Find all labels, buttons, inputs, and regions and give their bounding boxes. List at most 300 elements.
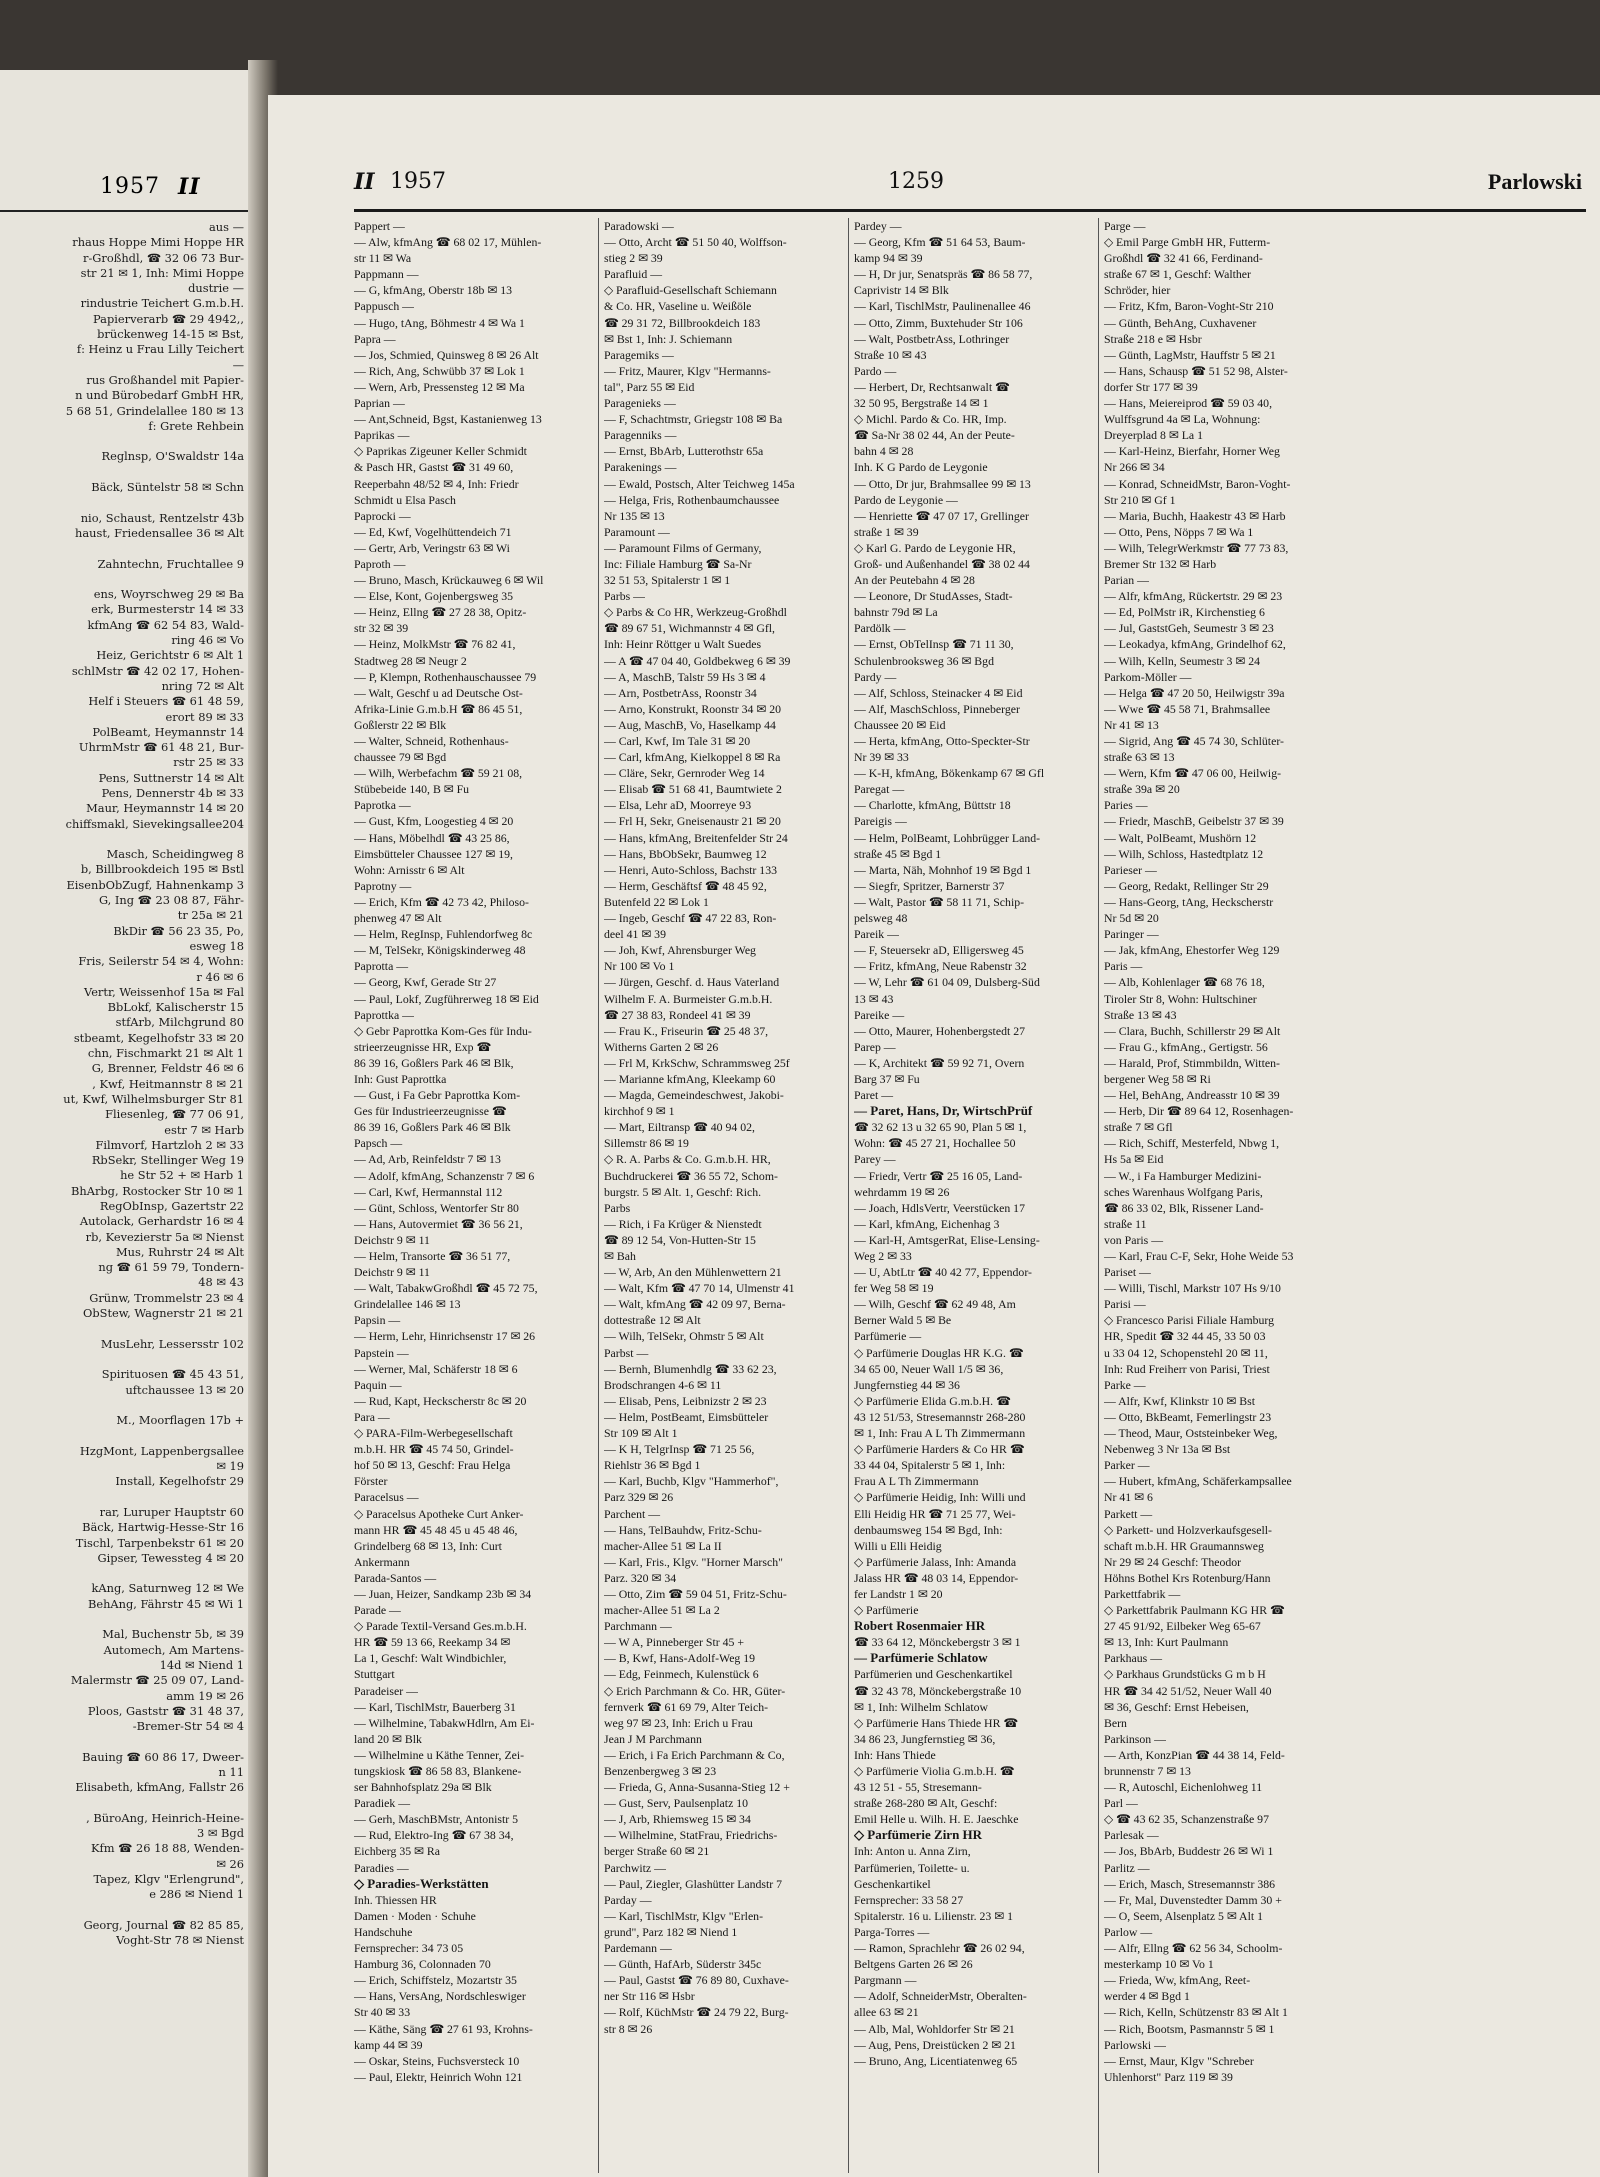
directory-entry-line: — Frieda, G, Anna-Susanna-Stieg 12 + [604,1780,790,1795]
facing-page-line [0,832,244,847]
directory-entry-line: str 11 ✉ Wa [354,251,412,266]
directory-entry-line: Paradies — [354,1860,409,1875]
directory-entry-line: — O, Seem, Alsenplatz 5 ✉ Alt 1 [1104,1908,1263,1923]
facing-page-line [0,1903,244,1918]
directory-entry-line: Pareike — [854,1007,905,1022]
directory-entry-line: Wulffsgrund 4a ✉ La, Wohnung: [1104,412,1261,427]
facing-page-line: ✉ 26 [216,1856,244,1871]
directory-entry-line: — Rich, Kelln, Schützenstr 83 ✉ Alt 1 [1104,2005,1288,2020]
directory-entry-line: Parkettfabrik — [1104,1586,1181,1601]
directory-entry-line: — Alfr, kfmAng, Rückertstr. 29 ✉ 23 [1104,589,1283,604]
directory-entry-line: ☎ 32 43 78, Mönckebergstraße 10 [854,1683,1022,1698]
directory-entry-line: Straße 218 e ✉ Hsbr [1104,331,1202,346]
directory-entry-line: — Rich, Bootsm, Pasmannstr 5 ✉ 1 [1104,2021,1275,2036]
directory-entry-line: 34 86 23, Jungfernstieg ✉ 36, [854,1731,996,1746]
facing-page-line [0,495,244,510]
directory-entry-line: Eimsbütteler Chaussee 127 ✉ 19, [354,846,513,861]
directory-entry-line: ◇ Parkhaus Grundstücks G m b H [1104,1667,1266,1682]
directory-entry-line: Fernsprecher: 33 58 27 [854,1892,964,1907]
directory-entry-line: — Friedr, MaschB, Geibelstr 37 ✉ 39 [1104,814,1284,829]
directory-entry-line: Paradiek — [354,1796,411,1811]
facing-page-line: ens, Woyrschweg 29 ✉ Ba [93,587,244,602]
directory-entry-line: fer Landstr 1 ✉ 20 [854,1586,943,1601]
directory-entry-line: ✉ Bah [604,1249,636,1263]
directory-entry-line: straße 45 ✉ Bgd 1 [854,846,942,861]
directory-entry-line: Paradowski — [604,219,674,233]
directory-entry-line: 43 12 51/53, Stresemannstr 268-280 [854,1409,1026,1424]
facing-page-line: nio, Schaust, Rentzelstr 43b [80,510,244,525]
directory-entry-line: Wilhelm F. A. Burmeister G.m.b.H. [604,991,773,1006]
directory-entry-line: Inh: Rud Freiherr von Parisi, Triest [1104,1361,1270,1376]
directory-entry-line: Parlow — [1104,1924,1153,1939]
directory-entry-line: Str 109 ✉ Alt 1 [604,1426,678,1441]
facing-page-line: nring 72 ✉ Alt [161,678,244,693]
directory-entry-line: — Helga ☎ 47 20 50, Heilwigstr 39a [1104,685,1285,700]
directory-entry-line: — Walt, kfmAng ☎ 42 09 97, Berna- [604,1297,786,1312]
directory-entry-line: Para — [354,1409,390,1424]
directory-entry-line: ☎ 27 38 83, Rondeel 41 ✉ 39 [604,1007,751,1022]
directory-entry-line: — Rolf, KüchMstr ☎ 24 79 22, Burg- [604,2005,789,2020]
facing-page-line: r 46 ✉ 6 [196,969,244,984]
directory-entry-line: 86 39 16, Goßlers Park 46 ✉ Blk [354,1120,511,1135]
column-divider [1098,218,1099,2173]
directory-entry-line: — Ernst, ObTelInsp ☎ 71 11 30, [854,637,1014,652]
facing-page-line: e 286 ✉ Niend 1 [149,1887,244,1902]
directory-entry-line: ◇ Parfümerie Zirn HR [854,1827,983,1843]
directory-entry-line: — Parfümerie Schlatow [854,1650,988,1666]
directory-entry-line: Parbs — [604,589,645,604]
facing-page-line: M., Moorflagen 17b + [116,1413,244,1428]
directory-entry-line: — Fritz, kfmAng, Neue Rabenstr 32 [854,959,1027,974]
directory-entry-line: chaussee 79 ✉ Bgd [354,750,447,765]
directory-entry-line: Fernsprecher: 34 73 05 [354,1941,464,1956]
directory-entry-line: Buchdruckerei ☎ 36 55 72, Schom- [604,1168,778,1183]
facing-page-line: Mal, Buchenstr 5b, ✉ 39 [102,1627,244,1642]
directory-entry-line: — Fritz, Maurer, Klgv "Hermanns- [604,363,771,378]
directory-entry-line: — Leokadya, kfmAng, Grindelhof 62, [1104,637,1286,652]
directory-entry-line: Schulenbrooksweg 36 ✉ Bgd [854,653,994,668]
facing-page-line: ✉ 19 [216,1459,244,1474]
directory-entry-line: — K H, TelgrInsp ☎ 71 25 56, [604,1442,755,1457]
directory-entry-line: Paprocki — [354,508,411,523]
facing-page-line: Tapez, Klgv "Erlengrund", [93,1872,244,1887]
directory-entry-line: Nr 135 ✉ 13 [604,508,665,523]
facing-page-line: rus Großhandel mit Papier- [86,372,244,387]
directory-entry-line: — Rich, Schiff, Mesterfeld, Nbwg 1, [1104,1136,1280,1151]
directory-entry-line: Deichstr 9 ✉ 11 [354,1232,430,1247]
directory-entry-line: ◇ Parkett- und Holzverkaufsgesell- [1104,1522,1272,1537]
directory-entry-line: Parkinson — [1104,1731,1166,1746]
directory-entry-line: ner Str 116 ✉ Hsbr [604,1989,695,2004]
directory-entry-line: — Käthe, Säng ☎ 27 61 93, Krohns- [354,2021,533,2036]
directory-entry-line: Benzenbergweg 3 ✉ 23 [604,1764,717,1778]
directory-entry-line: — Wilhelmine, TabakwHdlrn, Am Ei- [354,1715,535,1730]
directory-entry-line: — G, kfmAng, Oberstr 18b ✉ 13 [354,283,512,298]
directory-entry-line: — Georg, Redakt, Rellinger Str 29 [1104,878,1269,893]
facing-page-line: schlMstr ☎ 42 02 17, Hohen- [71,663,244,678]
facing-page-line: , BüroAng, Heinrich-Heine- [86,1810,244,1825]
directory-entry-line: — Henri, Auto-Schloss, Bachstr 133 [604,862,778,877]
facing-page-line [0,1796,244,1811]
directory-entry-line: Inc: Filiale Hamburg ☎ Sa-Nr [604,556,752,571]
directory-entry-line: ✉ 13, Inh: Kurt Paulmann [1104,1635,1229,1650]
facing-page-line: BehAng, Fährstr 45 ✉ Wi 1 [87,1596,244,1611]
directory-entry-line: Straße 13 ✉ 43 [1104,1007,1177,1022]
page-year: 1957 [390,169,446,194]
directory-entry-line: Eichberg 35 ✉ Ra [354,1844,440,1859]
directory-entry-line: — Wern, Arb, Pressensteg 12 ✉ Ma [354,379,525,394]
facing-page-line: Masch, Scheidingweg 8 [106,847,244,862]
facing-page-line: rar, Luruper Hauptstr 60 [99,1504,244,1519]
facing-page-line [0,572,244,587]
directory-entry-line: phenweg 47 ✉ Alt [354,911,442,926]
directory-entry-line: Willi u Elli Heidig [854,1538,942,1553]
facing-page-line: amm 19 ✉ 26 [166,1688,244,1703]
directory-entry-line: Str 40 ✉ 33 [354,2005,411,2020]
directory-entry-line: — Rud, Elektro-Ing ☎ 67 38 34, [354,1828,514,1843]
directory-entry-line: Jean J M Parchmann [604,1731,702,1746]
facing-page-line: 14d ✉ Niend 1 [159,1657,244,1672]
directory-entry-line: — W., i Fa Hamburger Medizini- [1104,1168,1262,1183]
directory-entry-line: Paprian — [354,396,405,411]
directory-entry-line: hof 50 ✉ 13, Geschf: Frau Helga [354,1458,511,1473]
directory-entry-line: — Helga, Fris, Rothenbaumchaussee [604,492,780,507]
directory-entry-line: — Ramon, Sprachlehr ☎ 26 02 94, [854,1941,1025,1956]
directory-entry-line: ☎ 32 62 13 u 32 65 90, Plan 5 ✉ 1, [854,1120,1027,1135]
directory-entry-line: Afrika-Linie G.m.b.H ☎ 86 45 51, [354,701,523,716]
directory-entry-line: — Gust, Serv, Paulsenplatz 10 [604,1796,749,1811]
directory-entry-line: — Otto, Maurer, Hohenbergstedt 27 [854,1023,1025,1038]
facing-page-line: r-Großhdl, ☎ 32 06 73 Bur- [83,250,244,265]
directory-entry-line: Hs 5a ✉ Eid [1104,1152,1164,1167]
facing-page-line: Pens, Suttnerstr 14 ✉ Alt [98,770,244,785]
directory-entry-line: — Walt, PolBeamt, Mushörn 12 [1104,830,1257,845]
facing-page-line [0,1566,244,1581]
directory-entry-line: von Paris — [1104,1232,1163,1247]
directory-entry-line: ☎ 86 33 02, Blk, Rissener Land- [1104,1200,1264,1215]
facing-page-line: ng ☎ 61 59 79, Tondern- [98,1260,244,1275]
directory-entry-line: Goßlerstr 22 ✉ Blk [354,717,447,732]
facing-page-line: Reglnsp, O'Swaldstr 14a [101,449,244,464]
directory-entry-line: — Günth, HafArb, Süderstr 345c [604,1957,762,1972]
directory-entry-line: — Werner, Mal, Schäferstr 18 ✉ 6 [354,1361,518,1376]
directory-entry-line: Paregat — [854,782,905,797]
directory-entry-line: Parge — [1104,219,1146,233]
directory-entry-line: — Paul, Ziegler, Glashütter Landstr 7 [604,1876,783,1891]
directory-entry-line: ◇ Parfümerie Jalass, Inh: Amanda [854,1554,1017,1569]
directory-entry-line: — Sigrid, Ang ☎ 45 74 30, Schlüter- [1104,734,1284,748]
directory-entry-line: Butenfeld 22 ✉ Lok 1 [604,894,709,909]
directory-entry-line: — P, Klempn, Rothenhauschaussee 79 [354,669,537,684]
directory-entry-line: — Karl, TischlMstr, Bauerberg 31 [354,1699,516,1714]
directory-entry-line: ◇ Parfümerie Hans Thiede HR ☎ [854,1715,1019,1730]
directory-entry-line: — Wilhelmine, StatFrau, Friedrichs- [604,1828,778,1843]
directory-entry-line: ◇ Parfümerie Harders & Co HR ☎ [854,1442,1025,1457]
directory-entry-line: — Alf, MaschSchloss, Pinneberger [854,701,1020,716]
directory-entry-line: ◇ Parbs & Co HR, Werkzeug-Großhdl [604,605,787,620]
directory-entry-line: La 1, Geschf: Walt Windbichler, [354,1651,507,1666]
directory-entry-line: Parfümerien, Toilette- u. [854,1860,970,1875]
directory-entry-line: Uhlenhorst" Parz 119 ✉ 39 [1104,2069,1233,2084]
directory-entry-line: Weg 2 ✉ 33 [854,1249,912,1263]
directory-entry-line: straße 39a ✉ 20 [1104,782,1180,797]
directory-entry-line: — Ernst, Maur, Klgv "Schreber [1104,2053,1254,2068]
directory-entry-line: Höhns Bothel Krs Rotenburg/Hann [1104,1570,1271,1585]
facing-page-line: Voght-Str 78 ✉ Nienst [116,1933,244,1948]
directory-entry-line: — Herta, kfmAng, Otto-Speckter-Str [854,734,1030,748]
directory-entry-line: — Friedr, Vertr ☎ 25 16 05, Land- [854,1168,1023,1183]
directory-entry-line: Geschenkartikel [854,1876,931,1891]
directory-entry-line: Parakenings — [604,460,677,475]
directory-entry-line: Riehlstr 36 ✉ Bgd 1 [604,1458,701,1473]
directory-entry-line: Pardy — [854,669,897,684]
facing-page-line: rstr 25 ✉ 33 [173,755,244,770]
facing-page-line: Helf i Steuers ☎ 61 48 59, [88,694,244,709]
directory-entry-line: Paquin — [354,1377,402,1392]
directory-entry-line: m.b.H. HR ☎ 45 74 50, Grindel- [354,1442,514,1457]
directory-entry-line: — Hans-Georg, tAng, Heckscherstr [1104,894,1274,909]
directory-entry-line: Pappusch — [354,299,414,314]
facing-page-line: 48 ✉ 43 [198,1275,244,1290]
directory-entry-line: — Fr, Mal, Duvenstedter Damm 30 + [1104,1892,1282,1907]
directory-entry-line: Parfümerie — [854,1329,922,1344]
directory-entry-line: ◇ Paradies-Werkstätten [354,1875,489,1891]
directory-entry-line: grund", Parz 182 ✉ Niend 1 [604,1924,738,1939]
directory-entry-line: — Helm, RegInsp, Fuhlendorfweg 8c [354,927,533,942]
facing-page-line: — [232,357,244,372]
directory-entry-line: Parian — [1104,573,1149,588]
directory-entry-line: Pappert — [354,219,405,233]
directory-entry-line: Nr 5d ✉ 20 [1104,911,1159,926]
directory-entry-line: Parchent — [604,1506,661,1521]
directory-entry-line: — Adolf, kfmAng, Schanzenstr 7 ✉ 6 [354,1168,535,1183]
directory-entry-line: 33 44 04, Spitalerstr 5 ✉ 1, Inh: [854,1458,1006,1473]
facing-page-year: 1957 [100,174,160,199]
directory-entry-line: Paprotka — [354,798,411,813]
directory-entry-line: Parga-Torres — [854,1924,930,1939]
directory-entry-line: — Alf, Schloss, Steinacker 4 ✉ Eid [854,685,1023,700]
facing-page [0,70,262,2177]
directory-entry-line: Paracelsus — [354,1490,419,1505]
directory-entry-line: tal", Parz 55 ✉ Eid [604,379,695,394]
directory-entry-line: Parade — [354,1603,401,1618]
directory-entry-line: — Jürgen, Geschf. d. Haus Vaterland [604,975,780,990]
directory-entry-line: str 8 ✉ 26 [604,2021,653,2036]
directory-entry-line: — Erich, Masch, Stresemannstr 386 [1104,1876,1276,1891]
directory-entry-line: — Karl, TischlMstr, Paulinenallee 46 [854,299,1031,314]
directory-entry-line: — Wilh, Werbefachm ☎ 59 21 08, [354,766,523,781]
facing-page-line: Ploos, Gaststr ☎ 31 48 37, [87,1703,244,1718]
directory-entry-line: — W A, Pinneberger Str 45 + [604,1635,745,1650]
directory-entry-line: kamp 44 ✉ 39 [354,2037,423,2052]
directory-entry-line: — Otto, Archt ☎ 51 50 40, Wolffson- [604,235,787,250]
directory-entry-line: HR ☎ 59 13 66, Reekamp 34 ✉ [354,1635,511,1650]
facing-page-line: 5 68 51, Grindelallee 180 ✉ 13 [65,403,244,418]
directory-entry-line: werder 4 ✉ Bgd 1 [1104,1989,1190,2004]
facing-page-line: n und Bürobedarf GmbH HR, [75,388,244,403]
directory-entry-line: — Frau G., kfmAng., Gertigstr. 56 [1104,1039,1268,1054]
directory-entry-line: Parlowski — [1104,2037,1166,2052]
directory-entry-line: Inh. Thiessen HR [354,1892,437,1907]
directory-entry-line: — Paret, Hans, Dr, WirtschPrüf [854,1103,1033,1119]
directory-entry-line: Barg 37 ✉ Fu [854,1071,920,1086]
directory-entry-line: brunnenstr 7 ✉ 13 [1104,1764,1191,1778]
directory-entry-line: ◇ R. A. Parbs & Co. G.m.b.H. HR, [604,1152,771,1167]
facing-page-line: 3 ✉ Bgd [197,1826,244,1841]
directory-entry-line: Parisi — [1104,1297,1146,1312]
directory-entry-line: Berner Wald 5 ✉ Be [854,1313,952,1328]
directory-entry-line: — Jos, Schmied, Quinsweg 8 ✉ 26 Alt [354,347,539,362]
directory-entry-line: ☎ 89 67 51, Wichmannstr 4 ✉ Gfl, [604,621,776,636]
directory-entry-line: Parz 329 ✉ 26 [604,1490,674,1505]
directory-entry-line: — Maria, Buchh, Haakestr 43 ✉ Harb [1104,508,1286,523]
directory-entry-line: Parker — [1104,1458,1150,1473]
directory-entry-line: fer Weg 58 ✉ 19 [854,1281,934,1296]
directory-entry-line: straße 1 ✉ 39 [854,524,919,539]
directory-entry-line: ◇ Parkettfabrik Paulmann KG HR ☎ [1104,1603,1285,1618]
facing-page-line: BhArbg, Rostocker Str 10 ✉ 1 [71,1183,244,1198]
directory-entry-line: Robert Rosenmaier HR [854,1618,986,1634]
directory-entry-line: ☎ 33 64 12, Mönckebergstr 3 ✉ 1 [854,1635,1021,1650]
directory-entry-line: Parday — [604,1892,652,1907]
directory-entry-line: — Walt, Geschf u ad Deutsche Ost- [354,685,523,700]
directory-entry-line: Bremer Str 132 ✉ Harb [1104,556,1217,571]
facing-page-line: -Bremer-Str 54 ✉ 4 [132,1719,244,1734]
directory-entry-line: — Fritz, Kfm, Baron-Voght-Str 210 [1104,299,1274,314]
directory-entry-line: — Bruno, Ang, Licentiatenweg 65 [854,2053,1018,2068]
directory-entry-line: — Adolf, SchneiderMstr, Oberalten- [854,1989,1027,2004]
directory-entry-line: — Jos, BbArb, Buddestr 26 ✉ Wi 1 [1104,1844,1274,1859]
directory-entry-line: Wohn: ☎ 45 27 21, Hochallee 50 [854,1136,1016,1151]
directory-entry-line: — Henriette ☎ 47 07 17, Grellinger [854,508,1029,523]
directory-entry-line: Papsch — [354,1136,403,1151]
directory-entry-line: Paris — [1104,959,1143,974]
directory-entry-line: Nr 100 ✉ Vo 1 [604,959,675,974]
directory-entry-line: & Co. HR, Vaseline u. Weißöle [604,299,752,314]
directory-entry-line: Parbs [604,1200,631,1215]
directory-entry-line: — Walt, PostbetrAss, Lothringer [854,331,1010,346]
directory-entry-line: — Siegfr, Spritzer, Barnerstr 37 [854,878,1005,893]
directory-entry-line: weg 97 ✉ 23, Inh: Erich u Frau [604,1715,753,1730]
directory-entry-line: Papstein — [354,1345,409,1360]
facing-page-line: Heiz, Gerichtstr 6 ✉ Alt 1 [96,648,244,663]
directory-entry-line: — Else, Kont, Gojenbergsweg 35 [354,589,514,604]
directory-entry-line: Pareik — [854,927,899,942]
facing-page-line: Zahntechn, Fruchtallee 9 [97,556,244,571]
directory-entry-line: — Gerh, MaschBMstr, Antonistr 5 [354,1812,519,1827]
directory-entry-line: Paprottka — [354,1007,414,1022]
directory-entry-line: Nr 266 ✉ 34 [1104,460,1165,475]
directory-entry-line: Paramount — [604,524,670,539]
facing-page-line: Grünw, Trommelstr 23 ✉ 4 [89,1290,244,1305]
directory-entry-line: Pappmann — [354,267,419,282]
directory-entry-line: Tiroler Str 8, Wohn: Hultschiner [1104,991,1257,1006]
facing-page-line: kfmAng ☎ 62 54 83, Wald- [87,617,244,632]
directory-entry-line: Elli Heidig HR ☎ 71 25 77, Wei- [854,1506,1016,1521]
directory-entry-line: — Heinz, MolkMstr ☎ 76 82 41, [354,637,516,652]
directory-entry-line: An der Peutebahn 4 ✉ 28 [854,573,975,588]
facing-page-line: Fliesenleg, ☎ 77 06 91, [105,1107,244,1122]
directory-entry-line: — Konrad, SchneidMstr, Baron-Voght- [1104,476,1291,491]
facing-page-line: stfArb, Milchgrund 80 [115,1015,244,1030]
directory-entry-line: — Cläre, Sekr, Gernroder Weg 14 [604,766,765,781]
directory-entry-line: — Paramount Films of Germany, [604,540,762,555]
directory-entry-line: Parlitz — [1104,1860,1150,1875]
facing-page-line: PolBeamt, Heymannstr 14 [92,724,244,739]
directory-entry-line: Pareigis — [854,814,907,829]
directory-entry-line: Paragemiks — [604,347,674,362]
directory-entry-line: — Hans, Autovermiet ☎ 36 56 21, [354,1216,523,1231]
directory-entry-line: ◇ ☎ 43 62 35, Schanzenstraße 97 [1104,1812,1269,1827]
directory-entry-line: Parke — [1104,1377,1146,1392]
facing-page-line: stbeamt, Kegelhofstr 33 ✉ 20 [73,1030,244,1045]
directory-column-3 [854,218,1096,2069]
directory-entry-line: Sillemstr 86 ✉ 19 [604,1136,689,1151]
directory-entry-line: — Clara, Buchh, Schillerstr 29 ✉ Alt [1104,1023,1281,1038]
directory-entry-line: ser Bahnhofsplatz 29a ✉ Blk [354,1780,492,1795]
facing-page-line: ObStew, Wagnerstr 21 ✉ 21 [83,1306,244,1321]
directory-entry-line: stieg 2 ✉ 39 [604,251,663,266]
directory-entry-line: Papra — [354,331,396,346]
directory-entry-line: — Erich, i Fa Erich Parchmann & Co, [604,1747,785,1762]
directory-entry-line: — Jak, kfmAng, Ehestorfer Weg 129 [1104,943,1280,958]
facing-page-line: haust, Friedensallee 36 ✉ Alt [75,525,244,540]
directory-entry-line: ◇ Francesco Parisi Filiale Hamburg [1104,1313,1275,1328]
directory-entry-line: burgstr. 5 ✉ Alt. 1, Geschf: Rich. [604,1184,762,1199]
directory-entry-line: — Günth, BehAng, Cuxhavener [1104,315,1257,330]
directory-entry-line: — Rich, i Fa Krüger & Nienstedt [604,1216,762,1231]
directory-entry-line: — Oskar, Steins, Fuchsversteck 10 [354,2053,520,2068]
facing-page-line: Spirituosen ☎ 45 43 51, [101,1367,244,1382]
directory-entry-line: ◇ Parfümerie Douglas HR K.G. ☎ [854,1345,1024,1360]
directory-entry-line: — Hubert, kfmAng, Schäferkampsallee [1104,1474,1292,1489]
facing-page-line: erort 89 ✉ 33 [165,709,244,724]
directory-entry-line: — Arno, Konstrukt, Roonstr 34 ✉ 20 [604,701,782,716]
directory-entry-line: ◇ Parfümerie Heidig, Inh: Willi und [854,1490,1026,1505]
directory-entry-line: Parchmann — [604,1619,672,1634]
directory-entry-line: Paradeiser — [354,1683,418,1698]
directory-entry-line: — Hans, kfmAng, Breitenfelder Str 24 [604,830,788,845]
directory-entry-line: ◇ Paracelsus Apotheke Curt Anker- [354,1506,524,1521]
directory-entry-line: Wohn: Arnisstr 6 ✉ Alt [354,862,465,877]
facing-page-line: chiffsmakl, Sievekingsallee204 [65,816,244,831]
directory-entry-line: dorfer Str 177 ✉ 39 [1104,379,1198,394]
directory-entry-line: — Karl, Buchb, Klgv "Hammerhof", [604,1474,779,1489]
facing-page-line: RbSekr, Stellinger Weg 19 [91,1153,244,1168]
directory-entry-line: ✉ 36, Geschf: Ernst Hebeisen, [1104,1699,1249,1714]
directory-entry-line: — Hugo, tAng, Böhmestr 4 ✉ Wa 1 [354,315,525,330]
directory-entry-line: straße 7 ✉ Gfl [1104,1120,1173,1135]
directory-entry-line: Pardo — [854,363,897,378]
directory-entry-line: 13 ✉ 43 [854,991,894,1006]
directory-entry-line: bahn 4 ✉ 28 [854,444,914,459]
directory-entry-line: — Walt, Pastor ☎ 58 11 71, Schip- [854,894,1025,909]
directory-entry-line: — Rich, Ang, Schwübb 37 ✉ Lok 1 [354,363,525,378]
directory-entry-line: — Wilh, Kelln, Seumestr 3 ✉ 24 [1104,653,1260,668]
directory-entry-line: ☎ Sa-Nr 38 02 44, An der Peute- [854,428,1015,443]
directory-entry-line: Grindelallee 146 ✉ 13 [354,1297,461,1312]
directory-entry-line: Ankermann [354,1554,410,1569]
facing-page-line [0,465,244,480]
directory-entry-line: Pardölk — [854,621,906,636]
directory-entry-line: Witherns Garten 2 ✉ 26 [604,1039,719,1054]
directory-entry-line: Parieser — [1104,862,1157,877]
directory-entry-line: macher-Allee 51 ✉ La 2 [604,1603,720,1618]
facing-page-line: HzgMont, Lappenbergsallee [79,1443,244,1458]
directory-entry-line: — Georg, Kwf, Gerade Str 27 [354,975,497,990]
directory-entry-line: Paragenniks — [604,428,677,443]
directory-entry-line: straße 268-280 ✉ Alt, Geschf: [854,1796,998,1811]
